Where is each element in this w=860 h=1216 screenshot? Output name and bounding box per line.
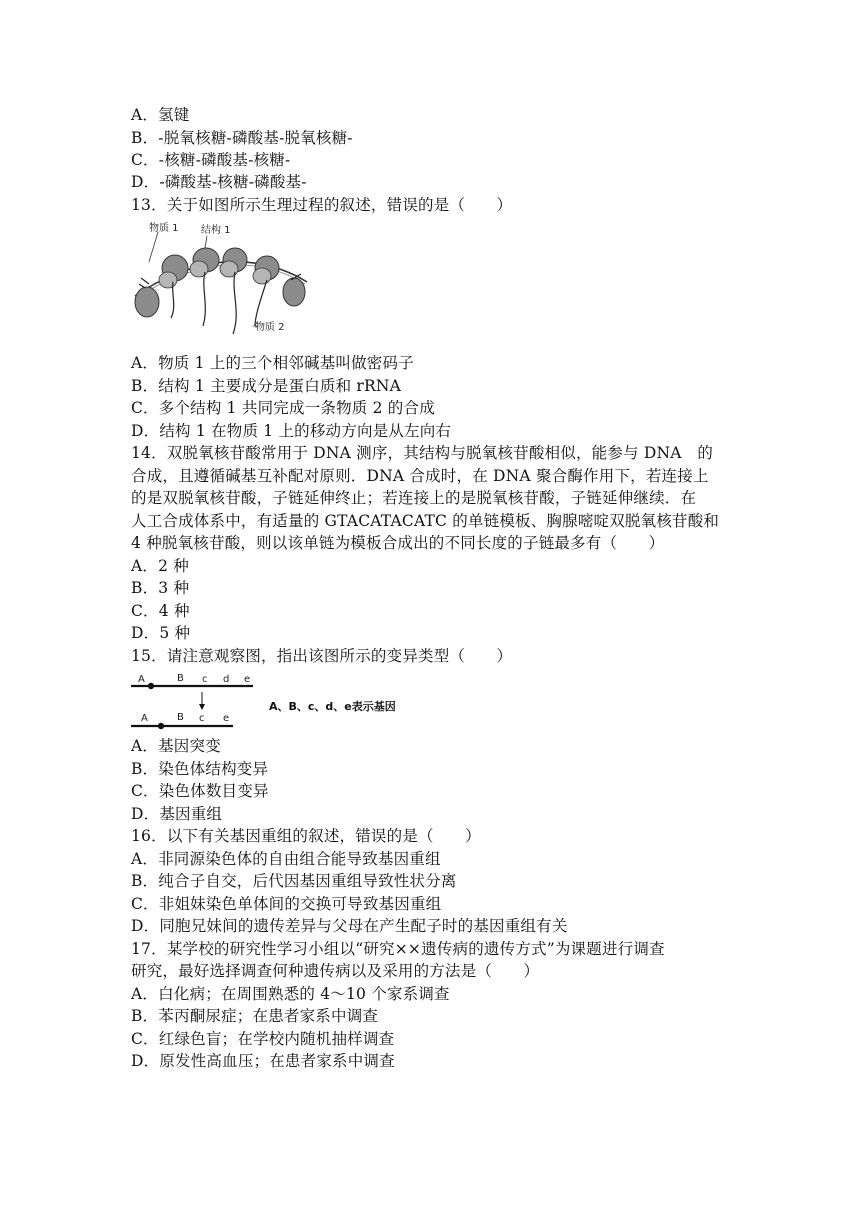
- top-gene-d: d: [223, 674, 230, 685]
- q12-option-c: C．-核糖-磷酸基-核糖-: [131, 151, 291, 169]
- q17-option-c: C．红绿色盲；在学校内随机抽样调查: [131, 1030, 395, 1048]
- bottom-gene-c: c: [199, 713, 205, 724]
- bottom-gene-b: B: [177, 712, 184, 723]
- q12-option-b: B．-脱氧核糖-磷酸基-脱氧核糖-: [131, 129, 353, 147]
- q12-option-a: A．氢键: [131, 106, 190, 124]
- q17-stem-line-2: 研究，最好选择调查何种遗传病以及采用的方法是（ ）: [131, 962, 540, 980]
- q15-option-a: A．基因突变: [131, 737, 221, 755]
- label-substance1: 物质 1: [149, 223, 179, 234]
- label-substance2: 物质 2: [255, 322, 285, 333]
- q15-stem: 15．请注意观察图，指出该图所示的变异类型（ ）: [131, 647, 513, 665]
- q16-option-a: A．非同源染色体的自由组合能导致基因重组: [131, 850, 441, 868]
- q15-option-c: C．染色体数目变异: [131, 782, 269, 800]
- q17-stem-line-1: 17．某学校的研究性学习小组以“研究××遗传病的遗传方式”为课题进行调查: [131, 940, 665, 958]
- q13-option-b: B．结构 1 主要成分是蛋白质和 rRNA: [131, 377, 402, 395]
- top-gene-a: A: [138, 674, 145, 685]
- top-gene-e: e: [244, 674, 251, 685]
- label-structure1: 结构 1: [201, 225, 231, 236]
- q12-option-d: D．-磷酸基-核糖-磷酸基-: [131, 173, 307, 191]
- q13-stem: 13．关于如图所示生理过程的叙述，错误的是（ ）: [131, 196, 513, 214]
- q17-option-a: A．白化病；在周围熟悉的 4～10 个家系调查: [131, 985, 450, 1003]
- q15-option-d: D．基因重组: [131, 805, 223, 823]
- top-gene-b: B: [177, 673, 184, 684]
- translation-diagram: [131, 222, 321, 347]
- q13-option-c: C．多个结构 1 共同完成一条物质 2 的合成: [131, 399, 435, 417]
- q13-option-a: A．物质 1 上的三个相邻碱基叫做密码子: [131, 354, 414, 372]
- q14-option-b: B．3 种: [131, 579, 190, 597]
- bottom-gene-a: A: [141, 713, 148, 724]
- bottom-centromere: [158, 723, 164, 729]
- ribosome-6: [283, 278, 305, 306]
- q16-option-b: B．纯合子自交，后代因基因重组导致性状分离: [131, 872, 457, 890]
- q14-option-d: D．5 种: [131, 624, 191, 642]
- top-centromere: [148, 683, 154, 689]
- q13-option-d: D．结构 1 在物质 1 上的移动方向是从左向右: [131, 422, 452, 440]
- q14-stem-line-4: 人工合成体系中，有适量的 GTACATACATC 的单链模板、胸腺嘧啶双脱氧核苷酸和: [131, 512, 720, 530]
- q14-stem-line-1: 14．双脱氧核苷酸常用于 DNA 测序，其结构与脱氧核苷酸相似，能参与 DNA 的: [131, 444, 714, 462]
- chromosome-diagram: [131, 670, 261, 730]
- q16-option-d: D．同胞兄妹间的遗传差异与父母在产生配子时的基因重组有关: [131, 917, 568, 935]
- gene-legend-note: A、B、c、d、e表示基因: [269, 700, 396, 713]
- q15-option-b: B．染色体结构变异: [131, 760, 269, 778]
- q14-stem-line-5: 4 种脱氧核苷酸，则以该单链为模板合成出的不同长度的子链最多有（ ）: [131, 534, 665, 552]
- q14-option-a: A．2 种: [131, 557, 189, 575]
- chromosome-figure: [131, 670, 261, 730]
- q14-option-c: C．4 种: [131, 602, 190, 620]
- q17-option-b: B．苯丙酮尿症；在患者家系中调查: [131, 1007, 379, 1025]
- translation-figure: [131, 222, 321, 347]
- q16-stem: 16．以下有关基因重组的叙述，错误的是（ ）: [131, 827, 481, 845]
- ribosome-1: [135, 287, 159, 317]
- q17-option-d: D．原发性高血压；在患者家系中调查: [131, 1052, 395, 1070]
- q16-option-c: C．非姐妹染色单体间的交换可导致基因重组: [131, 895, 442, 913]
- bottom-gene-e: e: [223, 713, 230, 724]
- top-gene-c: c: [202, 674, 208, 685]
- q14-stem-line-3: 的是双脱氧核苷酸，子链延伸终止；若连接上的是脱氧核苷酸，子链延伸继续．在: [131, 489, 697, 507]
- q14-stem-line-2: 合成，且遵循碱基互补配对原则．DNA 合成时，在 DNA 聚合酶作用下，若连接上: [131, 467, 709, 485]
